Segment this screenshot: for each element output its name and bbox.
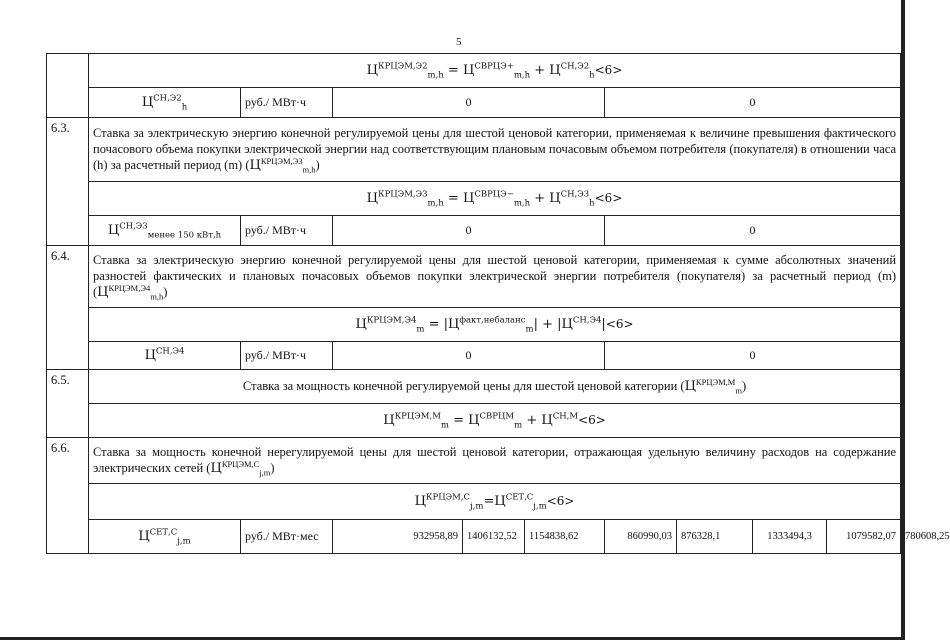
section-text-6-5: Ставка за мощность конечной регулируемой цены для шестой ценовой категории $(Ц^{КРЦЭМ,М}_m)$: [89, 370, 901, 404]
formula-row-6-5: [47, 404, 901, 438]
tariff-table: [46, 53, 950, 554]
value-row-6-3: [47, 216, 901, 246]
unit-cell: руб./ МВт·ч: [241, 216, 333, 246]
formula-row-6-3: [47, 182, 901, 216]
formula-row-6-2: [47, 54, 901, 88]
value-cell: 932958,89: [333, 520, 463, 554]
value-cell: 0: [605, 216, 901, 246]
value-row-6-6: $Ц^{СЕТ,С}_{j,m}$ руб./ МВт·мес 932958,89 1406132,52 1154838,62 860990,03 876328,1 1333494,3 1079582,07 780608,25: [47, 520, 901, 554]
section-number: 6.4.: [47, 246, 89, 370]
value-row-6-2: [47, 88, 901, 118]
value-cell: 0: [333, 342, 605, 370]
unit-cell: руб./ МВт·ч: [241, 88, 333, 118]
section-text-6-6: Ставка за мощность конечной нерегулируемой цены для шестой ценовой категории, отражающая удельную величину расходов на содержание электрических сетей $(Ц^{КРЦЭМ,С}_{j,m})$: [89, 438, 901, 484]
value-cell: 1406132,52: [463, 520, 525, 554]
unit-cell: руб./ МВт·мес: [241, 520, 333, 554]
section-row-6-5: [47, 370, 901, 404]
page-number: 5: [456, 36, 462, 48]
section-text-6-3: Ставка за электрическую энергию конечной регулируемой цены для шестой ценовой категории, применяемая к величине превышения фактического почасового объема покупки электрической энергии над соответствующим плановым почасовым объемом потребителя (покупателя) в отношении часа (h) за расчетный период (m) $(Ц^{КРЦЭМ,Э3}_{m,h})$: [89, 118, 901, 182]
value-cell: 0: [333, 88, 605, 118]
section-row-6-4: [47, 246, 901, 308]
unit-cell: руб./ МВт·ч: [241, 342, 333, 370]
symbol-cell: $Ц^{СН,Э3}_{менее 150 кВт,h}$: [89, 216, 241, 246]
formula-6-6: $Ц^{КРЦЭМ,С}_{j,m}=Ц^{СЕТ,С}_{j,m}<6>$: [89, 484, 901, 520]
section-number: 6.6.: [47, 438, 89, 554]
formula-6-4: $Ц^{КРЦЭМ,Э4}_m = |Ц^{факт,небаланс}_m| + |Ц^{СН,Э4}|<6>$: [89, 308, 901, 342]
value-cell: 860990,03: [605, 520, 677, 554]
section-number: 6.3.: [47, 118, 89, 246]
formula-6-5: $Ц^{КРЦЭМ,М}_m = Ц^{СВРЦМ}_m + Ц^{СН,М}<6>$: [89, 404, 901, 438]
formula-6-3: $Ц^{КРЦЭМ,Э3}_{m,h} = Ц^{СВРЦЭ-}_{m,h} + Ц^{СН,Э3}_h<6>$: [89, 182, 901, 216]
formula-row-6-4: [47, 308, 901, 342]
value-cell: 876328,1: [677, 520, 753, 554]
formula-6-2: $Ц^{КРЦЭМ,Э2}_{m,h} = Ц^{СВРЦЭ+}_{m,h} + Ц^{СН,Э2}_h<6>$: [89, 54, 901, 88]
scan-edge-right: [901, 0, 905, 640]
formula-row-6-6: [47, 484, 901, 520]
value-cell: 1154838,62: [525, 520, 605, 554]
value-row-6-4: [47, 342, 901, 370]
section-row-6-6: [47, 438, 901, 484]
section-number: 6.5.: [47, 370, 89, 438]
value-cell: 0: [605, 88, 901, 118]
value-cell: 0: [605, 342, 901, 370]
symbol-cell: $Ц^{СН,Э4}$: [89, 342, 241, 370]
symbol-cell: $Ц^{СН,Э2}_h$: [89, 88, 241, 118]
section-row-6-3: [47, 118, 901, 182]
symbol-cell: $Ц^{СЕТ,С}_{j,m}$: [89, 520, 241, 554]
number-cell-empty: [47, 54, 89, 118]
value-cell: 0: [333, 216, 605, 246]
value-cell: 1079582,07: [827, 520, 901, 554]
section-text-6-4: Ставка за электрическую энергию конечной регулируемой цены для шестой ценовой категории, применяемая к сумме абсолютных значений разностей фактических и плановых почасовых объемов покупки электрической энергии потребителя (покупателя) за расчетный период (m) $(Ц^{КРЦЭМ,Э4}_{m,h})$: [89, 246, 901, 308]
value-cell: 1333494,3: [753, 520, 827, 554]
